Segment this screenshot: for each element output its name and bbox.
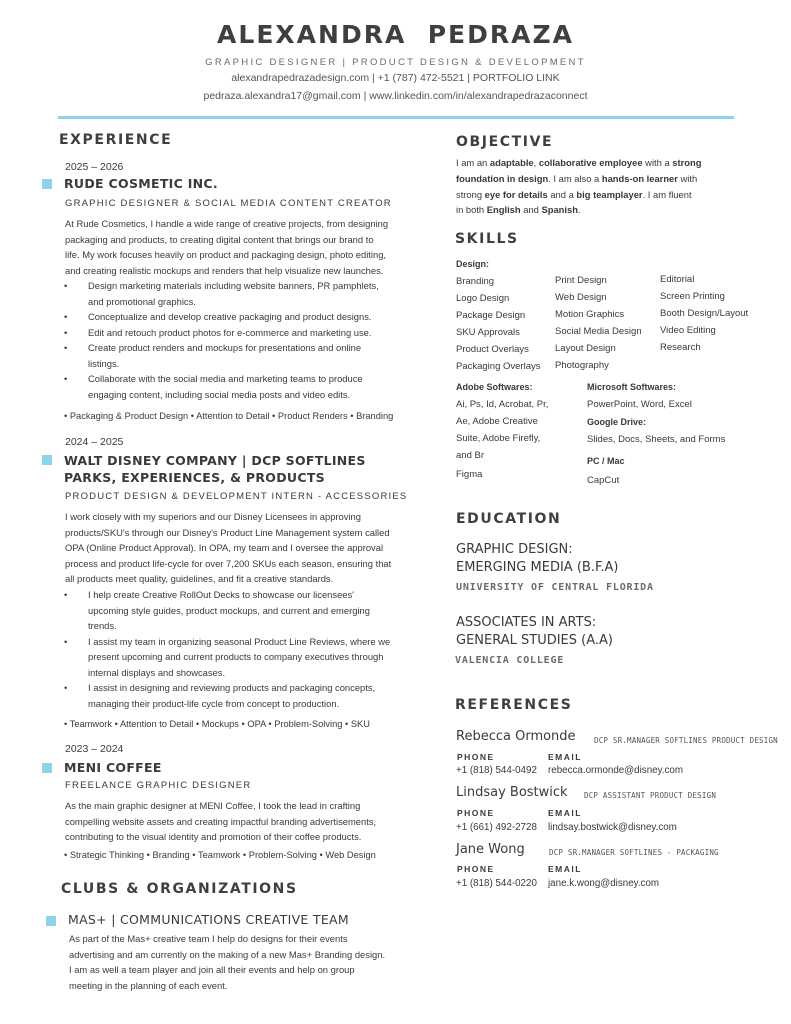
list-item: • Conceptualize and develop creative packaging and product designs. xyxy=(64,311,372,322)
bullet-square xyxy=(42,763,52,773)
skills-capcut: CapCut xyxy=(587,475,620,486)
reference-phone[interactable]: +1 (818) 544-0220 xyxy=(456,878,537,889)
reference-title: DCP SR.MANAGER SOFTLINES - PACKAGING xyxy=(549,848,719,857)
reference-email[interactable]: jane.k.wong@disney.com xyxy=(548,878,660,889)
job-skill-tags: • Teamwork • Attention to Detail • Mockups • OPA • Problem-Solving • SKU xyxy=(64,719,370,729)
reference-phone[interactable]: +1 (818) 544-0492 xyxy=(456,765,537,776)
list-item: • Create product renders and mockups for presentations and online listings. xyxy=(64,342,362,369)
job-description: At Rude Cosmetics, I handle a wide range of creative projects, from designing packaging and products, to creating digital content that brings our brand to life. My work focuses heavily on product and packaging design, photo editing, and creating realistic mockups and renders that help visualize new launches. xyxy=(65,218,389,276)
job-description: I work closely with my superiors and our Disney Licensees in approving products/SKU's through our Disney's Product Line Management system called OPA (Online Product Approval). In OPA, my team and I oversee the approval process and product life-cycle for over 7,200 SKUs each season, ensuring that all products meet quality, guidelines, and fit a creative standards. xyxy=(65,511,392,584)
bullet-square xyxy=(46,916,56,926)
skills-microsoft-label: Microsoft Softwares: xyxy=(587,382,677,392)
contact-line-1[interactable]: alexandrapedrazadesign.com | +1 (787) 472-5521 | PORTFOLIO LINK xyxy=(231,72,560,84)
reference-name: Jane Wong xyxy=(456,842,525,857)
email-label: EMAIL xyxy=(548,808,582,818)
job-role: FREELANCE GRAPHIC DESIGNER xyxy=(65,780,252,791)
header-divider xyxy=(58,116,734,119)
list-item: • Collaborate with the social media and marketing teams to produce engaging content, including social media posts and video edits. xyxy=(64,373,363,400)
job-company: WALT DISNEY COMPANY | DCP SOFTLINES xyxy=(64,453,366,468)
reference-name: Lindsay Bostwick xyxy=(456,785,568,800)
skills-figma: Figma xyxy=(456,469,483,480)
job-bullets xyxy=(64,278,438,402)
education-school-1: UNIVERSITY OF CENTRAL FLORIDA xyxy=(456,582,654,593)
clubs-heading: CLUBS & ORGANIZATIONS xyxy=(61,881,298,897)
resume-subtitle: GRAPHIC DESIGNER | PRODUCT DESIGN & DEVELOPMENT xyxy=(205,57,586,68)
skills-microsoft-list: PowerPoint, Word, Excel xyxy=(587,399,692,410)
skills-pc-mac-label: PC / Mac xyxy=(587,456,625,466)
skills-google-list: Slides, Docs, Sheets, and Forms xyxy=(587,434,726,445)
education-heading: EDUCATION xyxy=(456,511,562,527)
skills-design-col-2: Print Design Web Design Motion Graphics Social Media Design Layout Design Photography xyxy=(555,275,642,371)
list-item: • I help create Creative RollOut Decks to showcase our licensees' upcoming style guides, product mockups, and current and emerging trends. xyxy=(64,589,370,631)
job-company: RUDE COSMETIC INC. xyxy=(64,176,218,191)
objective-heading: OBJECTIVE xyxy=(456,134,554,150)
bullet-square xyxy=(42,455,52,465)
job-dates: 2023 – 2024 xyxy=(65,743,124,755)
skills-design-label: Design: xyxy=(456,259,490,269)
job-description: As the main graphic designer at MENI Coffee, I took the lead in crafting compelling website assets and creating impactful branding advertisements, contributing to the visual identity and promotion of their coffee products. xyxy=(65,800,377,842)
list-item: • I assist my team in organizing seasonal Product Line Reviews, where we present upcoming and current products to company executives through internal displays and showcases. xyxy=(64,635,391,678)
club-title: MAS+ | COMMUNICATIONS CREATIVE TEAM xyxy=(68,912,349,927)
skills-heading: SKILLS xyxy=(455,231,519,247)
list-item: • Edit and retouch product photos for e-commerce and marketing use. xyxy=(64,326,372,338)
education-degree-1: GRAPHIC DESIGN: EMERGING MEDIA (B.F.A) xyxy=(456,542,619,575)
skills-adobe-label: Adobe Softwares: xyxy=(456,382,533,392)
job-skill-tags: • Strategic Thinking • Branding • Teamwork • Problem-Solving • Web Design xyxy=(64,850,376,860)
job-dates: 2024 – 2025 xyxy=(65,436,124,448)
job-bullets xyxy=(64,587,438,711)
references-heading: REFERENCES xyxy=(455,697,573,713)
job-skill-tags: • Packaging & Product Design • Attention to Detail • Product Renders • Branding xyxy=(64,411,394,421)
resume-name: ALEXANDRA PEDRAZA xyxy=(217,20,574,49)
skills-google-label: Google Drive: xyxy=(587,417,647,427)
reference-email[interactable]: rebecca.ormonde@disney.com xyxy=(548,765,684,776)
list-item: • I assist in designing and reviewing products and packaging concepts, managing their product-life cycle from concept to production. xyxy=(64,682,376,709)
objective-text: I am an adaptable, collaborative employee with a strong foundation in design. I am also a hands-on learner with strong eye for details and a big teamplayer. I am fluent in both English and Spanish. xyxy=(456,157,702,216)
reference-name: Rebecca Ormonde xyxy=(456,729,576,744)
reference-phone[interactable]: +1 (661) 492-2728 xyxy=(456,822,537,833)
education-school-2: VALENCIA COLLEGE xyxy=(455,655,565,666)
education-degree-2: ASSOCIATES IN ARTS: GENERAL STUDIES (A.A) xyxy=(456,615,613,648)
email-label: EMAIL xyxy=(548,752,582,762)
phone-label: PHONE xyxy=(457,808,495,818)
skills-adobe-list: Ai, Ps, Id, Acrobat, Pr, Ae, Adobe Creative Suite, Adobe Firefly, and Br xyxy=(456,399,549,461)
skills-design-col-1: Branding Logo Design Package Design SKU Approvals Product Overlays Packaging Overlays xyxy=(456,276,541,372)
job-role: PRODUCT DESIGN & DEVELOPMENT INTERN - ACCESSORIES xyxy=(65,491,408,502)
experience-heading: EXPERIENCE xyxy=(59,132,173,148)
list-item: • Design marketing materials including website banners, PR pamphlets, and promotional graphics. xyxy=(64,280,379,307)
contact-line-2[interactable]: pedraza.alexandra17@gmail.com | www.linkedin.com/in/alexandrapedrazaconnect xyxy=(203,90,588,102)
skills-design-col-3: Editorial Screen Printing Booth Design/Layout Video Editing Research xyxy=(660,274,749,353)
phone-label: PHONE xyxy=(457,752,495,762)
bullet-square xyxy=(42,179,52,189)
job-role: GRAPHIC DESIGNER & SOCIAL MEDIA CONTENT CREATOR xyxy=(65,198,392,209)
reference-email[interactable]: lindsay.bostwick@disney.com xyxy=(548,822,677,833)
job-company-line-2: PARKS, EXPERIENCES, & PRODUCTS xyxy=(64,470,325,485)
email-label: EMAIL xyxy=(548,864,582,874)
reference-title: DCP ASSISTANT PRODUCT DESIGN xyxy=(584,791,717,800)
club-description: As part of the Mas+ creative team I help do designs for their events advertising and am currently on the making of a new Mas+ Branding design. I am as well a team player and join all their events and help on group meeting in the planning of each event. xyxy=(69,933,386,991)
reference-title: DCP SR.MANAGER SOFTLINES PRODUCT DESIGN xyxy=(594,736,778,745)
job-company: MENI COFFEE xyxy=(64,760,162,775)
phone-label: PHONE xyxy=(457,864,495,874)
job-dates: 2025 – 2026 xyxy=(65,161,124,173)
